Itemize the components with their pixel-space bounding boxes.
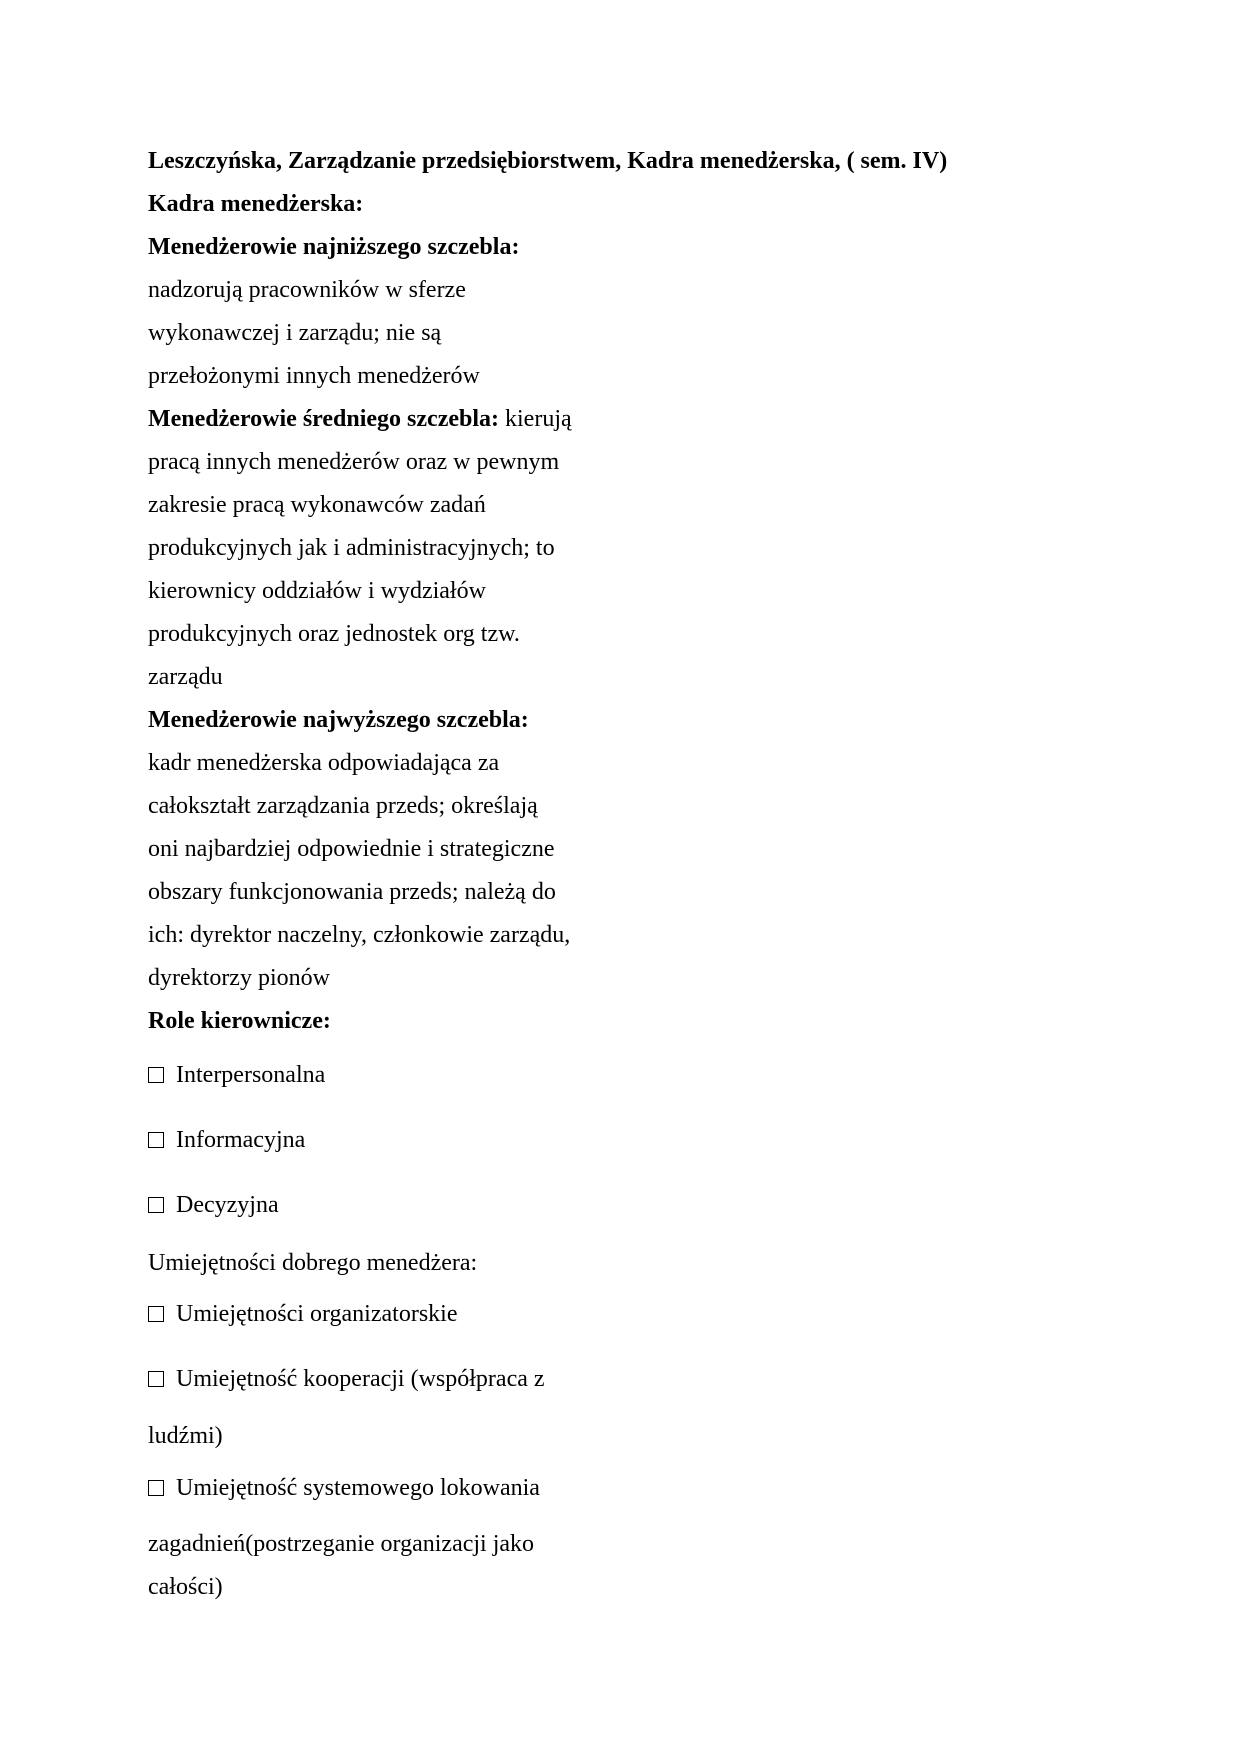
checkbox-icon: [148, 1371, 164, 1387]
section-heading: Kadra menedżerska:: [148, 191, 364, 217]
checkbox-icon: [148, 1067, 164, 1083]
skill-label: Umiejętność systemowego lokowania: [176, 1475, 540, 1501]
mid-level-line: kierownicy oddziałów i wydziałów: [148, 578, 486, 604]
list-item: [148, 1473, 540, 1503]
low-level-line: wykonawczej i zarządu; nie są: [148, 320, 442, 346]
top-level-line: dyrektorzy pionów: [148, 965, 330, 991]
list-item: [148, 1299, 457, 1329]
top-level-line: ich: dyrektor naczelny, członkowie zarządu,: [148, 922, 571, 948]
top-level-heading: Menedżerowie najwyższego szczebla:: [148, 707, 529, 733]
list-item: [148, 1190, 279, 1220]
mid-level-line: produkcyjnych oraz jednostek org tzw.: [148, 621, 520, 647]
mid-level-line: zakresie pracą wykonawców zadań: [148, 492, 486, 518]
roles-heading: Role kierownicze:: [148, 1008, 331, 1034]
checkbox-icon: [148, 1132, 164, 1148]
checkbox-icon: [148, 1306, 164, 1322]
skills-heading: Umiejętności dobrego menedżera:: [148, 1250, 478, 1276]
top-level-line: obszary funkcjonowania przeds; należą do: [148, 879, 556, 905]
skill-continuation: ludźmi): [148, 1423, 223, 1449]
mid-level-line: produkcyjnych jak i administracyjnych; to: [148, 535, 555, 561]
list-item: [148, 1060, 325, 1090]
mid-level-line: zarządu: [148, 664, 223, 690]
document-title: Leszczyńska, Zarządzanie przedsiębiorstwem, Kadra menedżerska, ( sem. IV): [148, 148, 948, 174]
top-level-line: oni najbardziej odpowiednie i strategiczne: [148, 836, 555, 862]
skill-label: Umiejętność kooperacji (współpraca z: [176, 1366, 545, 1392]
top-level-line: całokształt zarządzania przeds; określają: [148, 793, 538, 819]
low-level-heading: Menedżerowie najniższego szczebla:: [148, 234, 520, 260]
mid-level-heading: Menedżerowie średniego szczebla:: [148, 406, 500, 432]
checkbox-icon: [148, 1197, 164, 1213]
list-item: [148, 1125, 305, 1155]
list-item: [148, 1364, 545, 1394]
mid-level-heading-line: [148, 404, 572, 434]
mid-level-heading-tail: kierują: [499, 406, 572, 432]
role-label: Decyzyjna: [176, 1192, 279, 1218]
top-level-line: kadr menedżerska odpowiadająca za: [148, 750, 500, 776]
low-level-line: przełożonymi innych menedżerów: [148, 363, 480, 389]
skill-continuation: zagadnień(postrzeganie organizacji jako: [148, 1531, 535, 1557]
skill-label: Umiejętności organizatorskie: [176, 1301, 458, 1327]
skill-continuation: całości): [148, 1574, 223, 1600]
role-label: Informacyjna: [176, 1127, 306, 1153]
role-label: Interpersonalna: [176, 1062, 326, 1088]
checkbox-icon: [148, 1480, 164, 1496]
low-level-line: nadzorują pracowników w sferze: [148, 277, 466, 303]
mid-level-line: pracą innych menedżerów oraz w pewnym: [148, 449, 560, 475]
